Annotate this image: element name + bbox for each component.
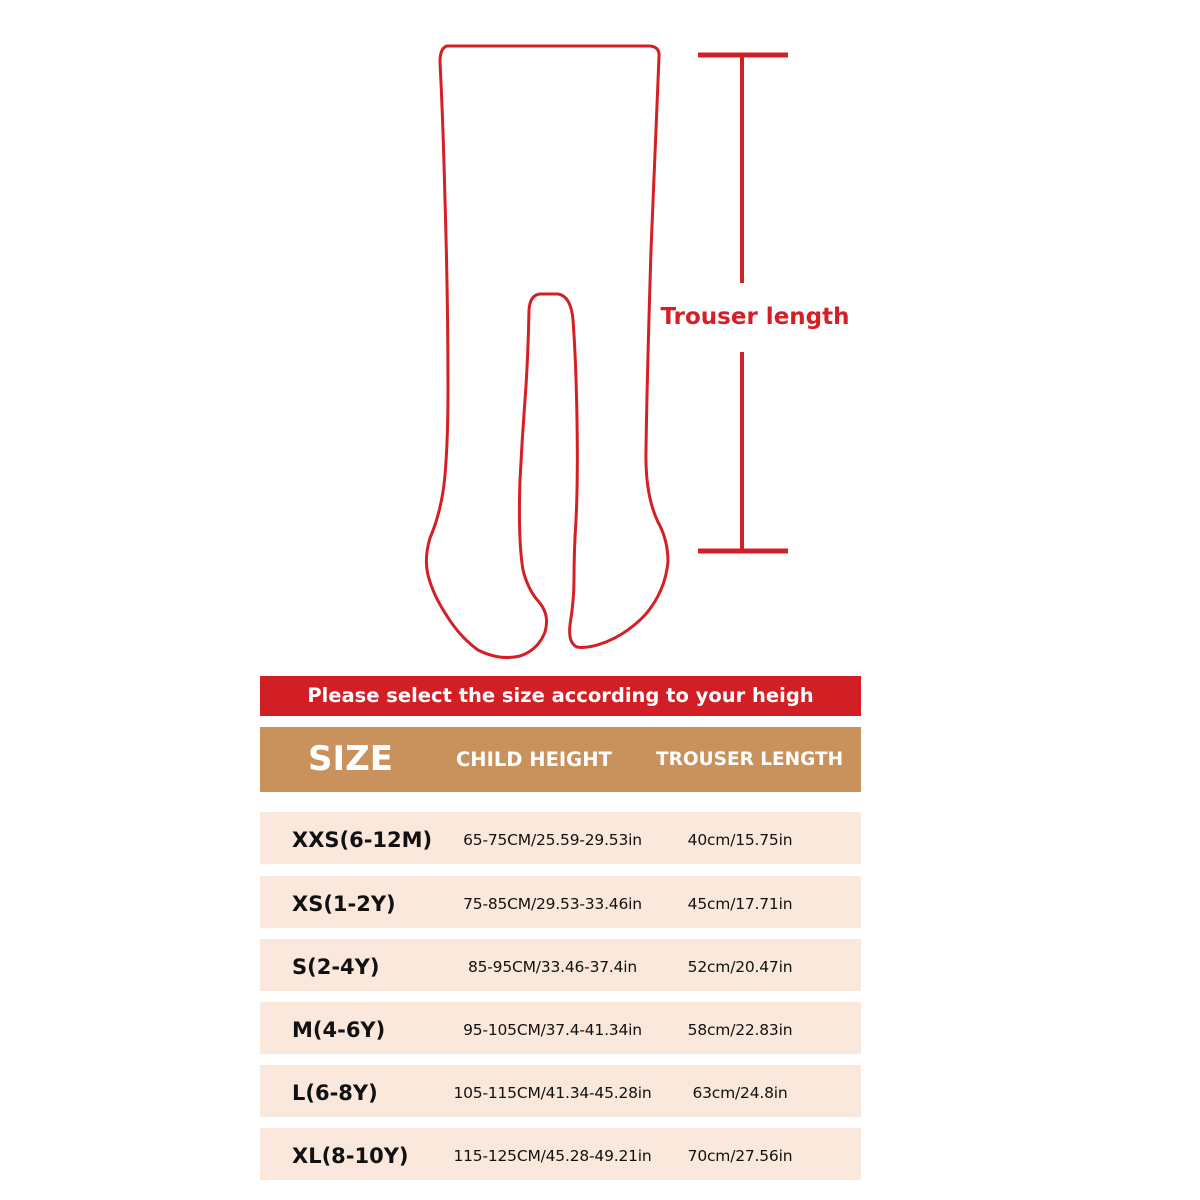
table-row [260,812,861,864]
row-trouser-length: 40cm/15.75in [687,831,793,849]
row-child-height: 65-75CM/25.59-29.53in [463,831,642,849]
table-row [260,1065,861,1117]
row-child-height: 95-105CM/37.4-41.34in [463,1021,642,1039]
row-trouser-length: 70cm/27.56in [687,1147,793,1165]
trouser-length-label: Trouser length [660,304,850,330]
row-size: XXS(6-12M) [292,828,433,852]
row-size: L(6-8Y) [292,1081,378,1105]
table-row [260,1002,861,1054]
row-child-height: 85-95CM/33.46-37.4in [467,958,638,976]
row-child-height: 115-125CM/45.28-49.21in [453,1147,652,1165]
row-trouser-length: 45cm/17.71in [687,895,793,913]
header-child-height: CHILD HEIGHT [456,748,612,771]
row-trouser-length: 58cm/22.83in [687,1021,793,1039]
table-row [260,876,861,928]
size-table-header [260,727,861,792]
row-child-height: 105-115CM/41.34-45.28in [453,1084,652,1102]
table-row [260,1128,861,1180]
row-size: M(4-6Y) [292,1018,386,1042]
row-child-height: 75-85CM/29.53-33.46in [463,895,642,913]
header-trouser-length: TROUSER LENGTH [656,749,844,770]
row-size: XL(8-10Y) [292,1144,409,1168]
row-size: XS(1-2Y) [292,892,396,916]
row-trouser-length: 63cm/24.8in [692,1084,788,1102]
row-size: S(2-4Y) [292,955,380,979]
size-instruction-banner: Please select the size according to your heigh [260,676,861,716]
tights-outline [426,46,668,658]
table-row [260,939,861,991]
header-size: SIZE [308,739,394,779]
row-trouser-length: 52cm/20.47in [687,958,793,976]
